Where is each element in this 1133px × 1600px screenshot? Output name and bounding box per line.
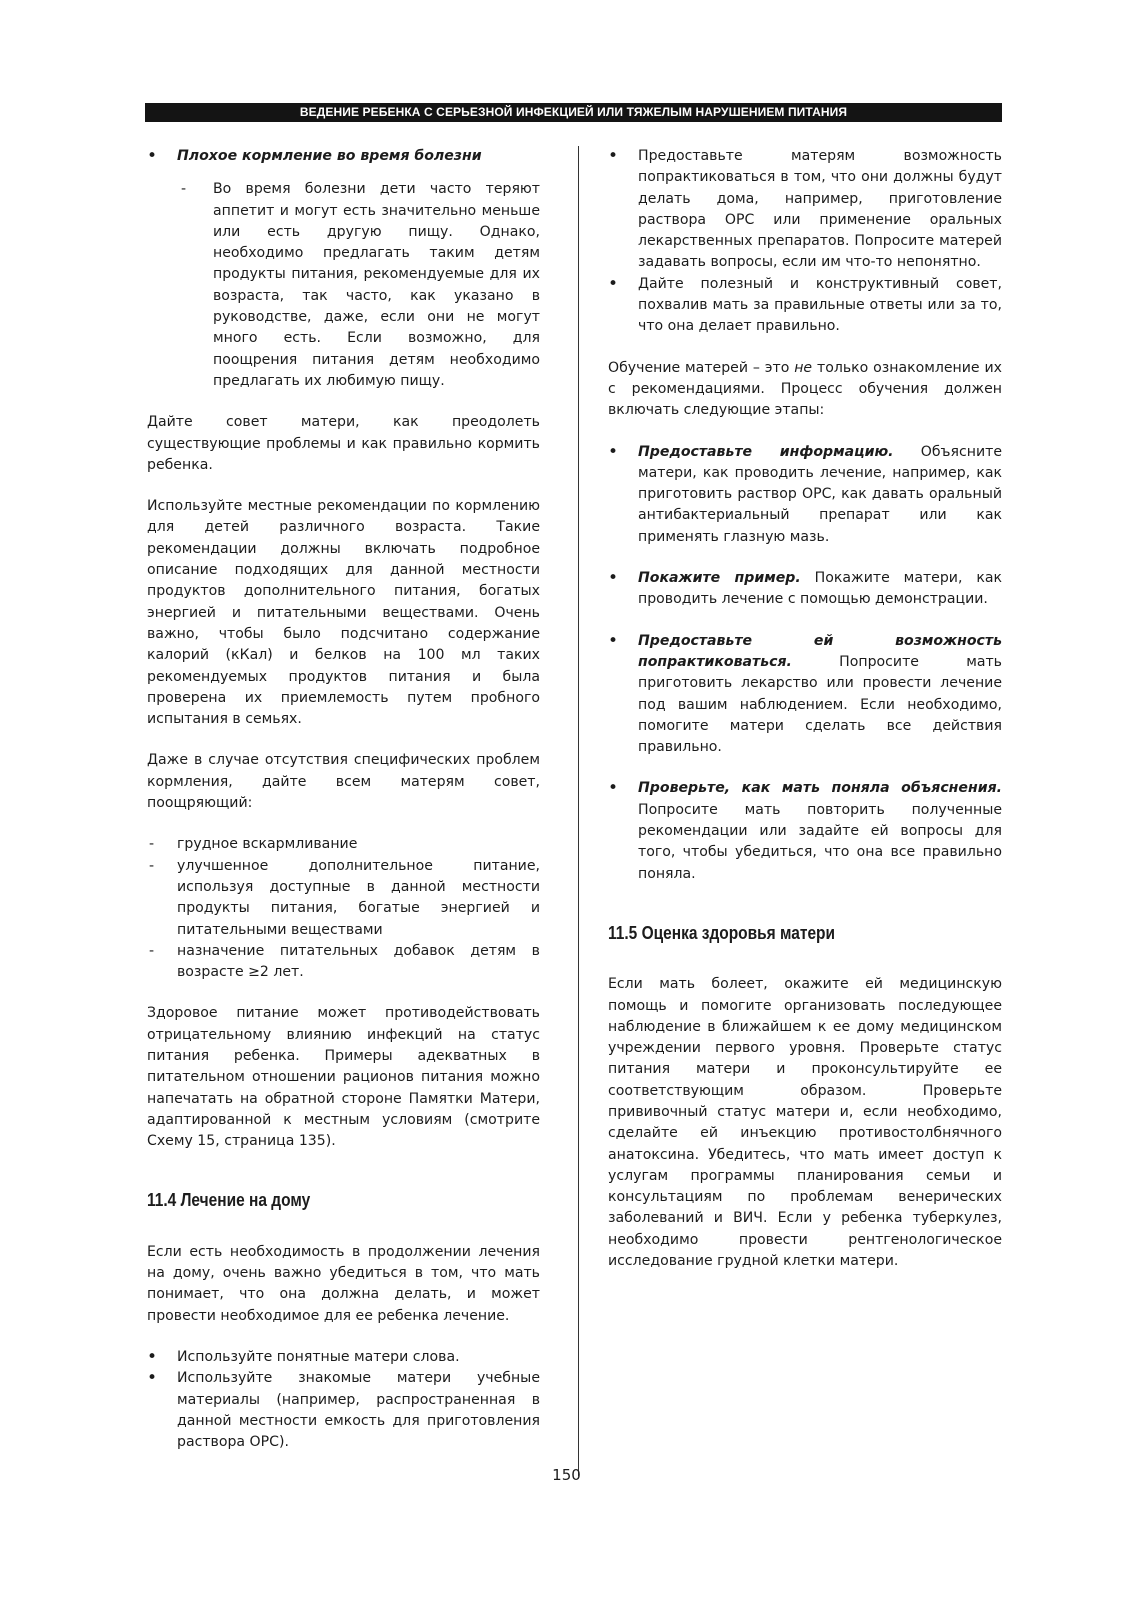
bullet-poor-feeding-title: Плохое кормление во время болезни <box>177 148 482 164</box>
paragraph-mother-health: Если мать болеет, окажите ей медицинскую помощь и помогите организовать последующее наблюдение в ближайшем к ее дому медицинском учреждении первого уровня. Проверьте статус питания матери и проконсультируйте ее соответствующим образом. Проверьте прививочный статус матери и, если необходимо, сделайте ей инъекцию противостолбнячного анатоксина. Убедитесь, что мать имеет доступ к услугам программы планирования семьи и консультациям по проблемам венерических заболеваний и ВИЧ. Если у ребенка туберкулез, необходимо провести рентгенологическое исследование грудной клетки матери. <box>608 976 1002 1270</box>
dash-item: - грудное вскармливание <box>147 834 540 855</box>
dash-item: - назначение питательных добавок детям в возрасте ≥2 лет. <box>147 941 540 984</box>
step-check-understanding <box>608 778 1002 884</box>
column-divider <box>578 146 579 1476</box>
step-title: Предоставьте информацию. <box>638 443 894 460</box>
list-item: • Используйте понятные матери слова. <box>147 1347 540 1368</box>
step-title: Предоставьте ей возможность попрактиковаться. <box>638 632 1002 670</box>
step-practice <box>608 631 1002 759</box>
poor-feeding-detail: - Во время болезни дети часто теряют аппетит и могут есть значительно меньше или есть другую пищу. Однако, необходимо предлагать таким детям продукты питания, рекомендуемые для их возраста, так часто, как указано в руководстве, даже, если они не могут много есть. Если возможно, для поощрения питания детям необходимо предлагать их любимую пищу. <box>147 179 540 392</box>
step-show-example <box>608 568 1002 611</box>
left-column <box>147 146 540 1453</box>
page-number: 150 <box>552 1466 581 1484</box>
intro-emphasis: не <box>794 359 813 376</box>
section-title-11-5: 11.5 Оценка здоровья матери <box>608 922 836 943</box>
paragraph-local-recommendations: Используйте местные рекомендации по кормлению для детей различного возраста. Такие рекомендации должны включать подробное описание подходящих для данной местности продуктов дополнительного питания, богатых энергией и питательными веществами. Очень важно, чтобы было подсчитано содержание калорий (кКал) и белков на 100 мл таких рекомендуемых продуктов питания и была проверена их приемлемость путем пробного испытания в семьях. <box>147 498 540 728</box>
intro-text-after: только ознакомление их с рекомендациями. Процесс обучения должен включать следующие этапы: <box>608 359 1002 419</box>
step-text: Объясните матери, как проводить лечение, например, как приготовить раствор ОРС, как давать оральный антибактериальный препарат или как применять глазную мазь. <box>638 443 1002 545</box>
paragraph-advice: Дайте совет матери, как преодолеть существующие проблемы и как правильно кормить ребенка. <box>147 414 540 473</box>
dash-item: - улучшенное дополнительное питание, используя доступные в данной местности продукты питания, богатые энергией и питательными веществами <box>147 856 540 941</box>
paragraph-teaching-intro <box>608 358 1002 422</box>
step-give-information <box>608 442 1002 548</box>
running-header: ВЕДЕНИЕ РЕБЕНКА С СЕРЬЕЗНОЙ ИНФЕКЦИЕЙ ИЛИ ТЯЖЕЛЫМ НАРУШЕНИЕМ ПИТАНИЯ <box>145 103 1002 122</box>
step-title: Проверьте, как мать поняла объяснения. <box>638 780 1002 797</box>
right-column <box>608 146 1002 1272</box>
step-title: Покажите пример. <box>638 570 801 587</box>
step-text: Попросите мать повторить полученные рекомендации или задайте ей вопросы для того, чтобы убедиться, что она все правильно поняла. <box>638 801 1002 882</box>
step-text: Покажите матери, как проводить лечение с помощью демонстрации. <box>638 570 1002 608</box>
intro-text-before: Обучение матерей – это <box>608 359 795 376</box>
paragraph-no-problems: Даже в случае отсутствия специфических проблем кормления, дайте всем матерям совет, поощряющий: <box>147 752 540 812</box>
section-title-11-4: 11.4 Лечение на дому <box>147 1190 311 1211</box>
paragraph-healthy-nutrition: Здоровое питание может противодействовать отрицательному влиянию инфекций на статус питания ребенка. Примеры адекватных в питательном отношении рационов питания можно напечатать на обратной стороне Памятки Матери, адаптированной к местным условиям (смотрите Схему 15, страница 135). <box>147 1005 540 1150</box>
list-item: • Дайте полезный и конструктивный совет, похвалив мать за правильные ответы или за то, что она делает правильно. <box>608 274 1002 338</box>
bullet-poor-feeding <box>147 146 540 167</box>
bullet-list-right-top <box>608 146 1002 338</box>
paragraph-home-treatment: Если есть необходимость в продолжении лечения на дому, очень важно убедиться в том, что мать понимает, что она должна делать, и может провести необходимое для ее ребенка лечение. <box>147 1243 540 1324</box>
step-text: Попросите мать приготовить лекарство или провести лечение под вашим наблюдением. Если необходимо, помогите матери сделать все действия правильно. <box>638 653 1002 756</box>
list-item: • Предоставьте матерям возможность попрактиковаться в том, что они должны будут делать дома, например, приготовление раствора ОРС или применение оральных лекарственных препаратов. Попросите матерей задавать вопросы, если им что-то непонятно. <box>608 146 1002 274</box>
dash-list <box>147 834 540 983</box>
list-item: • Используйте знакомые матери учебные материалы (например, распространенная в данной местности емкость для приготовления раствора ОРС). <box>147 1368 540 1453</box>
bullet-list-left <box>147 1347 540 1453</box>
